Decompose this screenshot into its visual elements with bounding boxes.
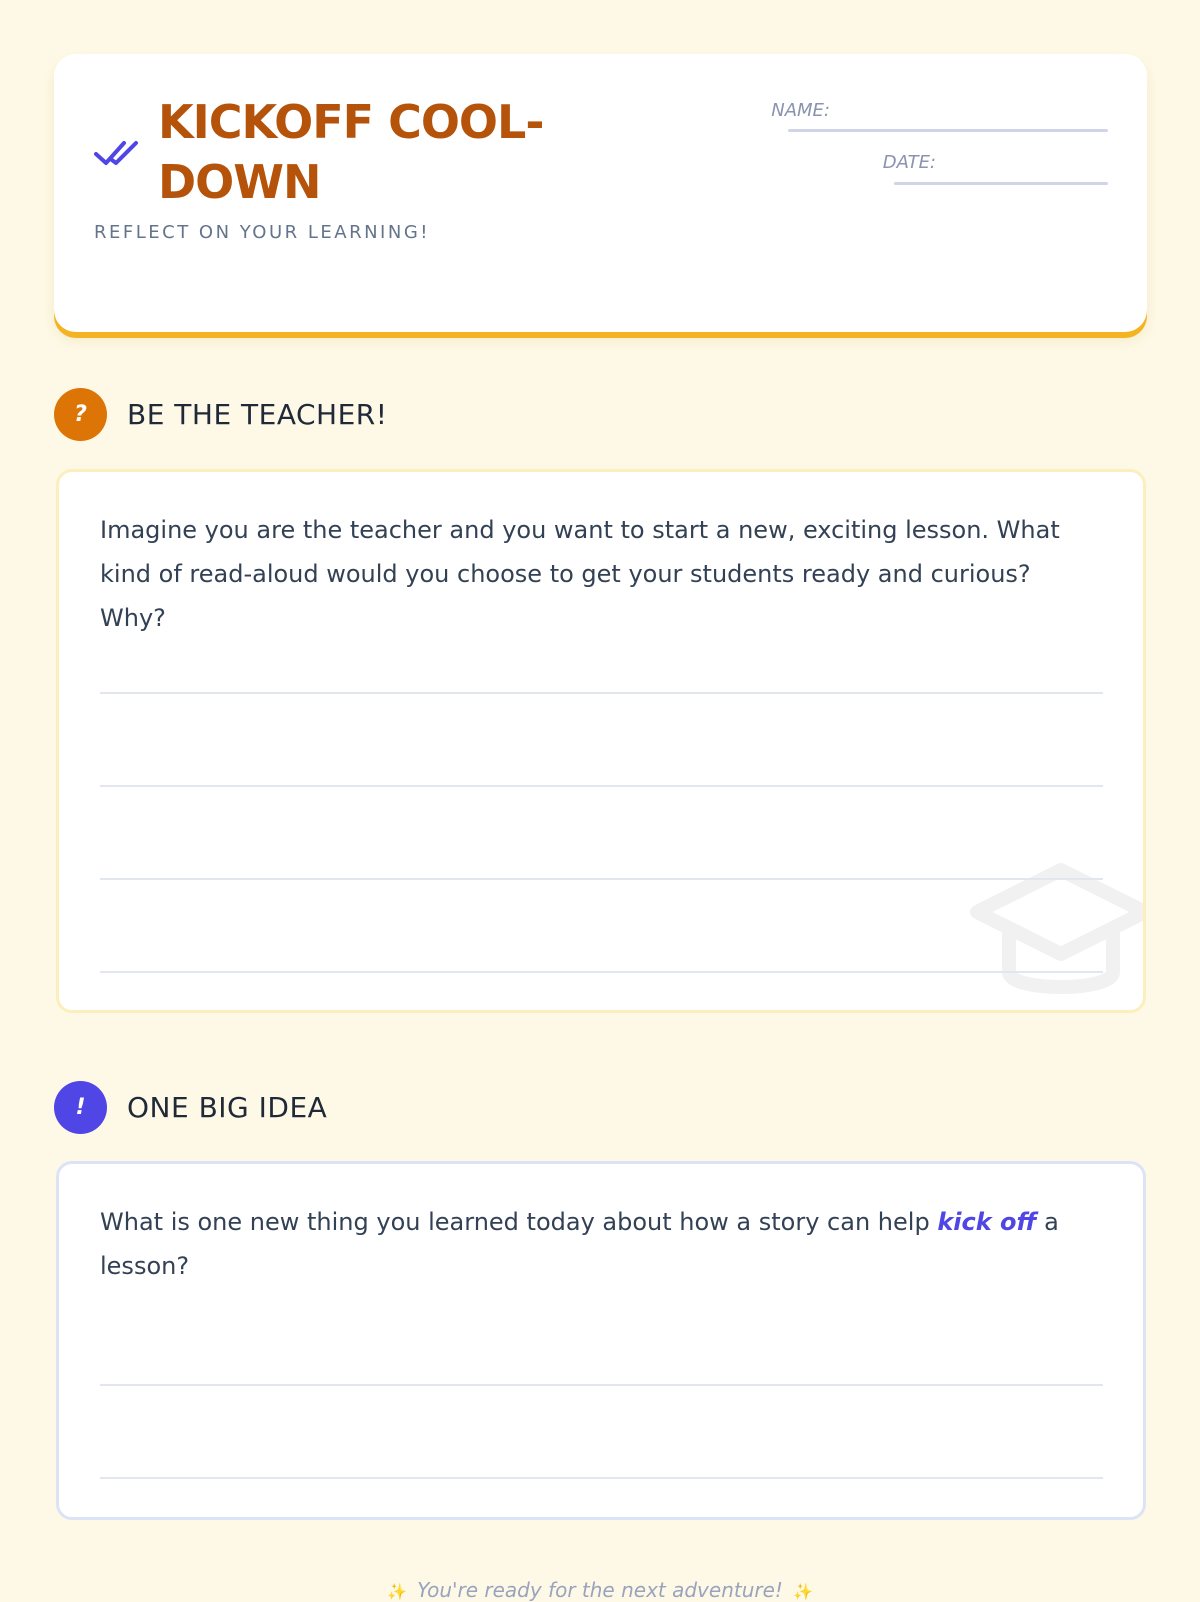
question-text: What is one new thing you learned today about how a story can help kick off a lesson? xyxy=(100,1208,1059,1280)
answer-line[interactable] xyxy=(100,692,1103,694)
answer-line[interactable] xyxy=(100,1477,1103,1479)
footer-text: You're ready for the next adventure! xyxy=(417,1578,783,1602)
emphasis-text: kick off xyxy=(937,1208,1037,1236)
name-label: NAME: xyxy=(771,100,830,121)
date-label: DATE: xyxy=(882,152,936,173)
name-field[interactable] xyxy=(788,129,1108,132)
question-card-be-the-teacher xyxy=(56,469,1146,1013)
sparkle-icon: ✨ xyxy=(792,1582,813,1601)
footer-message xyxy=(0,1578,1200,1602)
section-header-one-big-idea xyxy=(54,1080,327,1134)
page-title: KICKOFF COOL-DOWN xyxy=(158,95,544,209)
question-badge: ? xyxy=(54,388,107,441)
question-card-one-big-idea xyxy=(56,1161,1146,1520)
answer-line[interactable] xyxy=(100,878,1103,880)
graduation-cap-icon xyxy=(965,860,1146,1010)
date-field[interactable] xyxy=(894,182,1108,185)
double-check-icon xyxy=(94,136,144,172)
answer-line[interactable] xyxy=(100,971,1103,973)
question-text: Imagine you are the teacher and you want to start a new, exciting lesson. What kind of read-aloud would you choose to get your students ready and curious? Why? xyxy=(100,516,1060,632)
section-header-be-the-teacher xyxy=(54,387,387,441)
idea-badge: ! xyxy=(54,1081,107,1134)
header-card xyxy=(54,54,1147,332)
answer-line[interactable] xyxy=(100,785,1103,787)
section-title: BE THE TEACHER! xyxy=(127,397,388,431)
sparkle-icon: ✨ xyxy=(387,1582,408,1601)
section-title: ONE BIG IDEA xyxy=(127,1090,328,1124)
answer-line[interactable] xyxy=(100,1384,1103,1386)
page-subtitle: REFLECT ON YOUR LEARNING! xyxy=(94,222,430,243)
